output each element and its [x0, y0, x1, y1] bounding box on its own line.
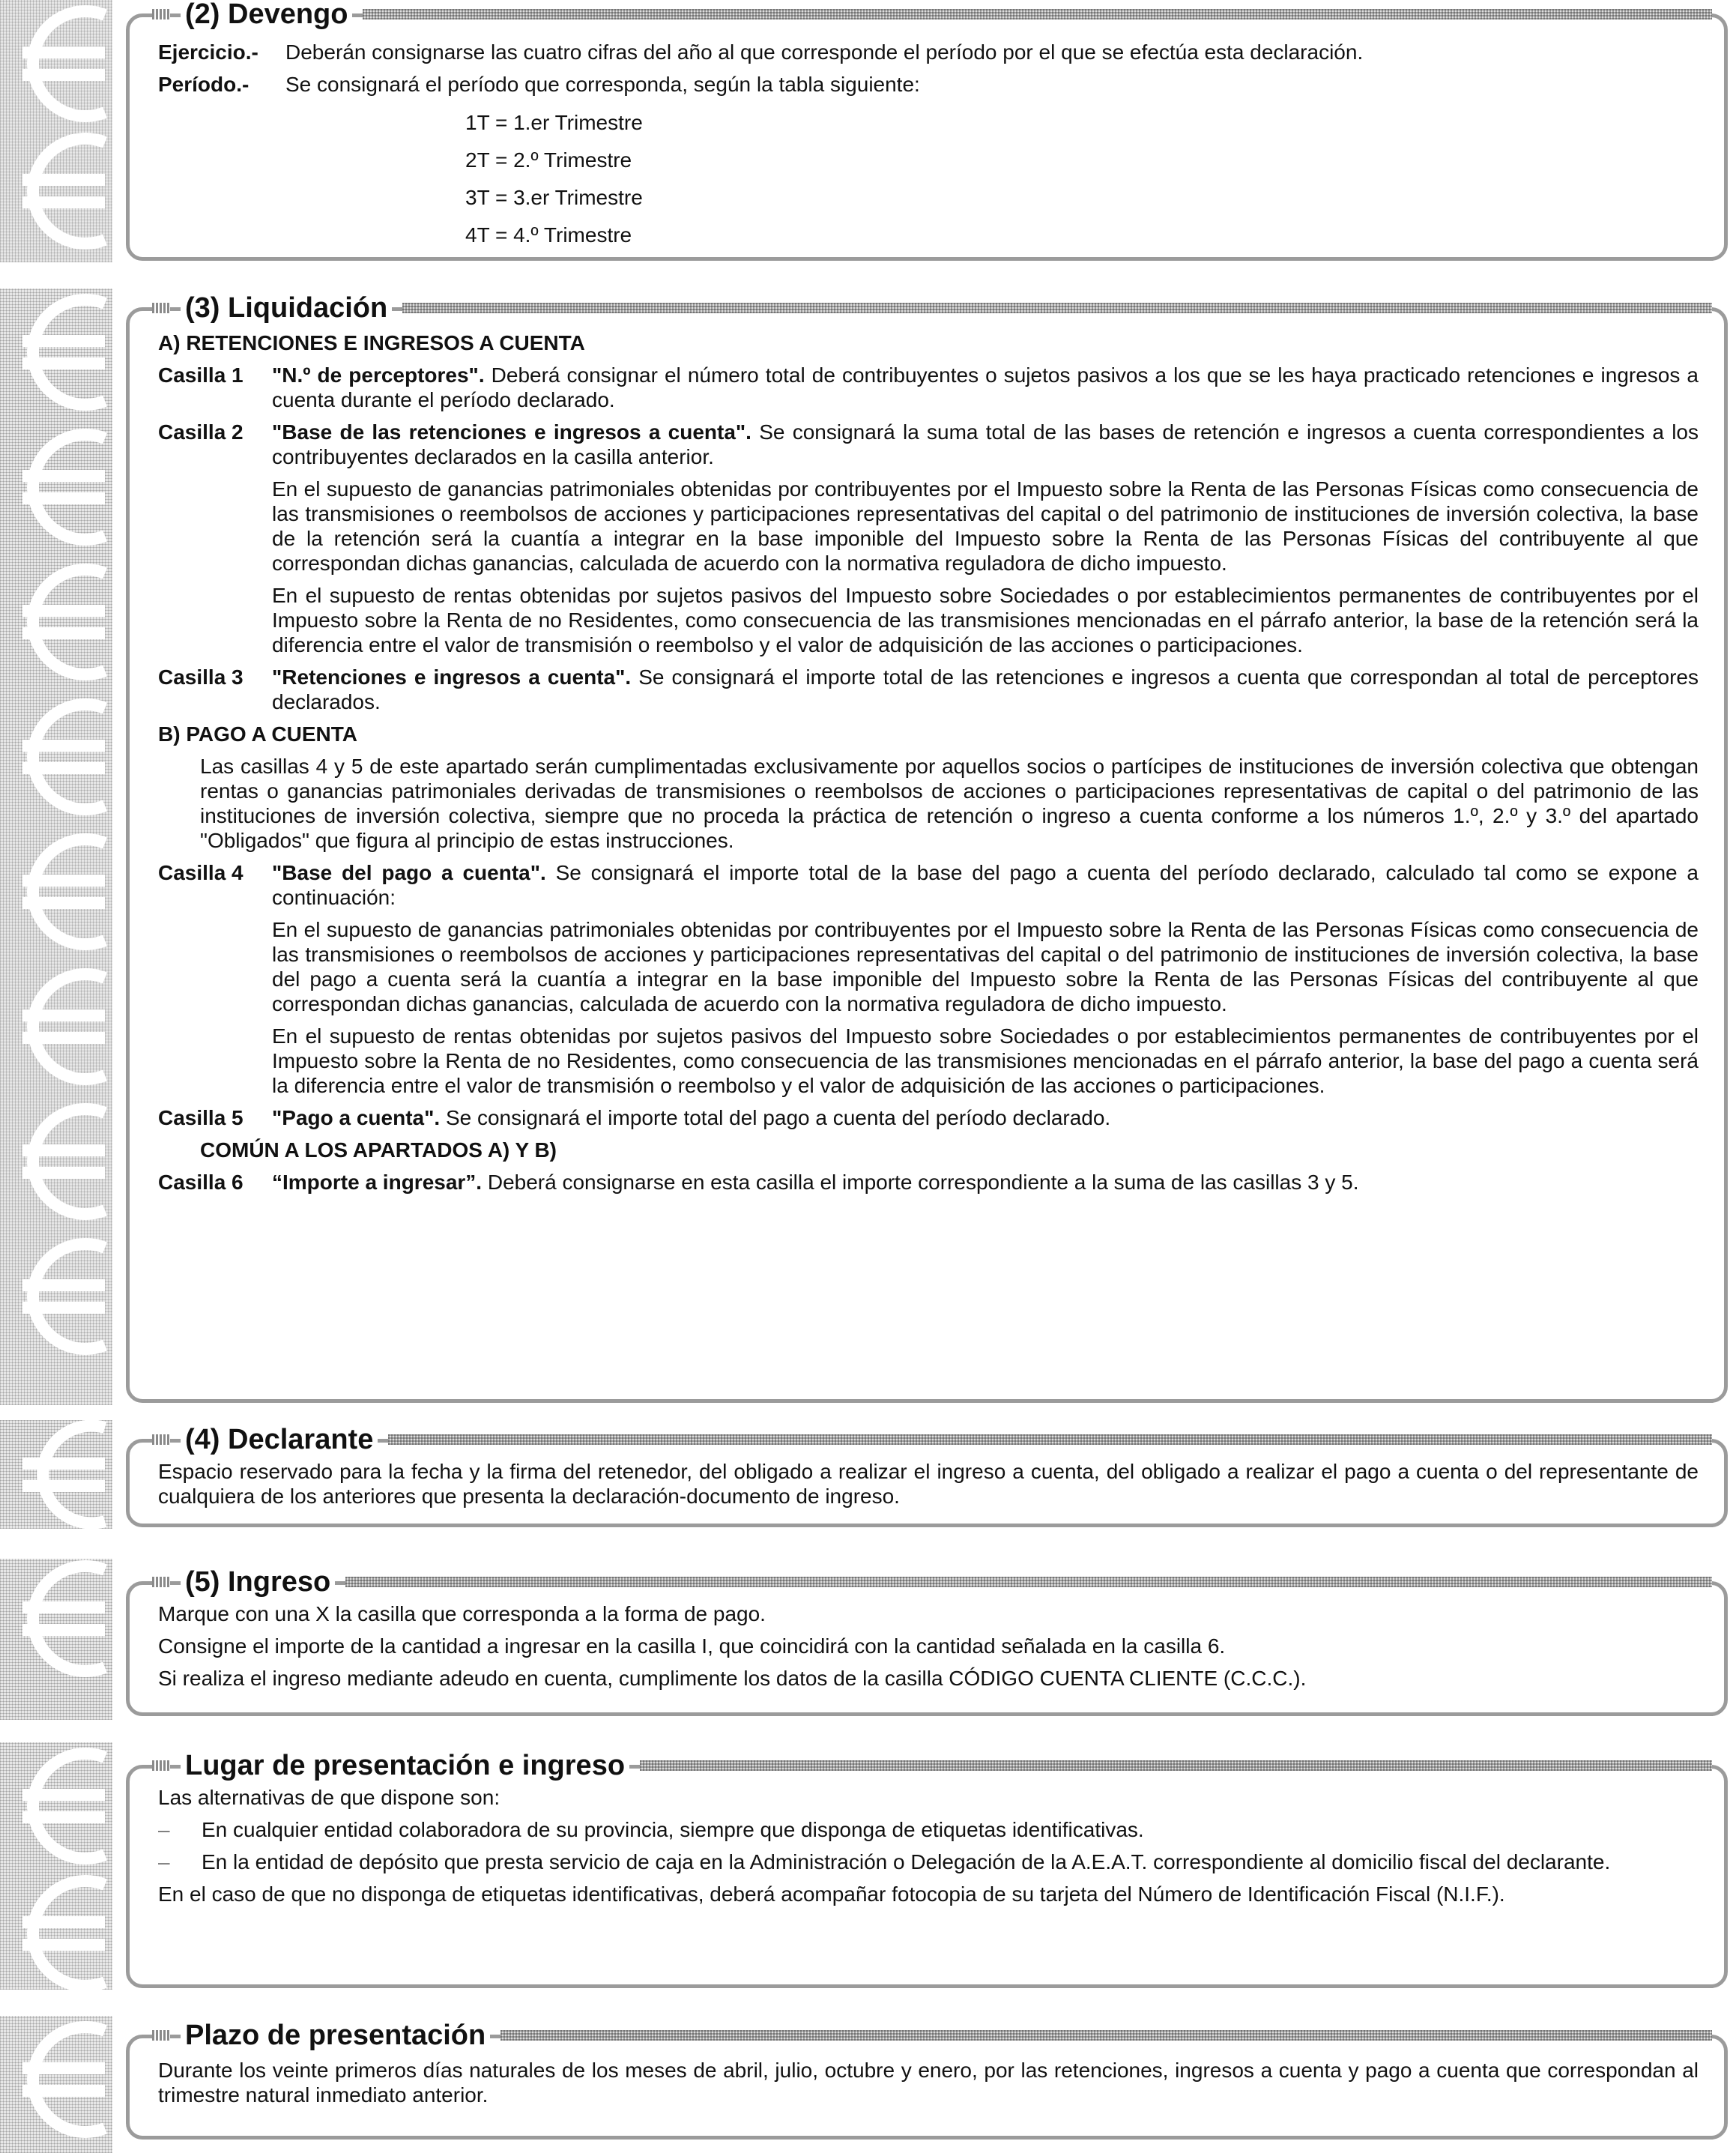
section-liquidacion: [126, 292, 1728, 1403]
section-title-row: [152, 2019, 1724, 2052]
casilla-4-paragraph: En el supuesto de rentas obtenidas por sujetos pasivos del Impuesto sobre Sociedades o por establecimientos permanentes de contribuyentes por el Impuesto sobre la Renta de no Residentes, como consecuencia de las transmisiones mencionadas en el párrafo anterior, la base del pago a cuenta será la diferencia entre el valor de transmisión o reembolso y el valor de adquisición de las acciones o participaciones.: [272, 1024, 1699, 1097]
emblem-strip-liquidacion: [0, 289, 112, 1405]
casilla-2-title: "Base de las retenciones e ingresos a cuenta".: [272, 420, 751, 444]
casilla-2-paragraph: En el supuesto de ganancias patrimoniales obtenidas por contribuyentes por el Impuesto sobre la Renta de las Personas Físicas como consecuencia de las transmisiones o reembolsos de acciones y participaciones representativas del capital o del patrimonio de instituciones de inversión colectiva, la base de la retención será la cuantía a integrar en la base imponible del Impuesto sobre la Renta de las Personas Físicas del contribuyente al que correspondan dichas ganancias, calculada de acuerdo con la normativa reguladora de dicho impuesto.: [272, 477, 1699, 575]
section-title-row: [152, 292, 1724, 324]
title-lead-mark: [152, 9, 170, 19]
title-fill-bar: [500, 2030, 1712, 2041]
trimestre-item: 4T = 4.º Trimestre: [465, 223, 632, 247]
section-title: (4) Declarante: [181, 1423, 378, 1456]
list-item: [158, 1849, 1699, 1874]
section-plazo: [126, 2020, 1728, 2140]
title-lead-mark: [152, 303, 170, 313]
ejercicio-label: Ejercicio.-: [158, 40, 258, 64]
section-title-row: [152, 1423, 1724, 1456]
casilla-4-paragraph: En el supuesto de ganancias patrimoniales obtenidas por contribuyentes por el Impuesto sobre la Renta de las Personas Físicas como consecuencia de las transmisiones o reembolsos de acciones y participaciones representativas del capital o del patrimonio de instituciones de inversión colectiva, la base del pago a cuenta será la cuantía a integrar en la base imponible del Impuesto sobre la Renta de las Personas Físicas del contribuyente al que correspondan dichas ganancias, calculada de acuerdo con la normativa reguladora de dicho impuesto.: [272, 918, 1699, 1015]
section-declarante: [126, 1424, 1728, 1527]
subsection-heading-a: A) RETENCIONES E INGRESOS A CUENTA: [158, 331, 585, 354]
casilla-3-body: Se consignará el importe total de las retenciones e ingresos a cuenta que correspondan al total de perceptores declarados.: [272, 665, 1699, 713]
section-title-row: [152, 1565, 1724, 1598]
casilla-2-body: Se consignará la suma total de las bases de retención e ingresos a cuenta correspondientes a los contribuyentes declarados en la casilla anterior.: [272, 420, 1699, 468]
title-fill-bar: [345, 1577, 1712, 1587]
periodo-label: Período.-: [158, 73, 249, 96]
casilla-6-text: [272, 1170, 1699, 1195]
plazo-text: Durante los veinte primeros días naturales de los meses de abril, julio, octubre y enero, por las retenciones, ingresos a cuenta y pago a cuenta que correspondan al trimestre natural inmediato anterior.: [158, 2059, 1699, 2107]
section-title: Lugar de presentación e ingreso: [181, 1749, 629, 1782]
emblem-strip-plazo: [0, 2016, 112, 2153]
declarante-text: Espacio reservado para la fecha y la firma del retenedor, del obligado a realizar el ingreso a cuenta, del obligado a realizar el pago a cuenta o del representante de cualquiera de los anteriores que presenta la declaración-documento de ingreso.: [158, 1460, 1699, 1508]
list-item-text: En la entidad de depósito que presta servicio de caja en la Administración o Delegación de la A.E.A.T. correspondiente al domicilio fiscal del declarante.: [202, 1850, 1611, 1873]
casilla-5-text: [272, 1105, 1699, 1130]
casilla-label: Casilla 6: [158, 1171, 244, 1194]
section-lugar: [126, 1750, 1728, 1988]
section-title-row: [152, 1749, 1724, 1782]
ejercicio-text: Deberán consignarse las cuatro cifras del año al que corresponde el período por el que se efectúa esta declaración.: [285, 40, 1364, 64]
subsection-heading-comun: COMÚN A LOS APARTADOS A) Y B): [200, 1138, 557, 1162]
casilla-4-text: [272, 860, 1699, 910]
lugar-outro: En el caso de que no disponga de etiquetas identificativas, deberá acompañar fotocopia de su tarjeta del Número de Identificación Fiscal (N.I.F.).: [158, 1882, 1505, 1906]
section-title-row: [152, 0, 1724, 31]
casilla-label: Casilla 5: [158, 1106, 244, 1129]
section-title: Plazo de presentación: [181, 2019, 490, 2052]
section-title: (3) Liquidación: [181, 292, 392, 324]
pago-a-cuenta-intro: Las casillas 4 y 5 de este apartado serán cumplimentadas exclusivamente por aquellos socios o partícipes de instituciones de inversión colectiva que obtengan rentas o ganancias patrimoniales derivadas de transmisiones o reembolsos de acciones o participaciones representativas de capital o del patrimonio de las instituciones de inversión colectiva, siempre que no proceda la práctica de retención o ingreso a cuenta conforme a los números 1.º, 2.º y 3.º del apartado "Obligados" que figura al principio de estas instrucciones.: [200, 755, 1699, 852]
trimestre-item: 3T = 3.er Trimestre: [465, 186, 643, 209]
trimestre-item: 1T = 1.er Trimestre: [465, 111, 643, 134]
casilla-label: Casilla 1: [158, 363, 244, 387]
casilla-label: Casilla 2: [158, 420, 244, 444]
title-lead-mark: [152, 1760, 170, 1771]
ingreso-line: Si realiza el ingreso mediante adeudo en cuenta, cumplimente los datos de la casilla CÓDIGO CUENTA CLIENTE (C.C.C.).: [158, 1667, 1307, 1690]
title-fill-bar: [363, 9, 1712, 19]
casilla-label: Casilla 4: [158, 861, 244, 884]
list-item: [158, 1817, 1699, 1842]
title-fill-bar: [640, 1760, 1712, 1771]
casilla-5-body: Se consignará el importe total del pago a cuenta del período declarado.: [440, 1106, 1111, 1129]
subsection-heading-b: B) PAGO A CUENTA: [158, 722, 357, 746]
casilla-1-body: Deberá consignar el número total de contribuyentes o sujetos pasivos a los que se les haya practicado retenciones e ingresos a cuenta durante el período declarado.: [272, 363, 1699, 411]
casilla-2-text: [272, 420, 1699, 469]
emblem-strip-devengo: [0, 0, 112, 262]
section-ingreso: [126, 1566, 1728, 1716]
casilla-3-title: "Retenciones e ingresos a cuenta".: [272, 665, 632, 689]
casilla-4-title: "Base del pago a cuenta".: [272, 861, 546, 884]
section-title: (5) Ingreso: [181, 1565, 335, 1598]
casilla-6-title: “Importe a ingresar”.: [272, 1171, 483, 1194]
emblem-strip-lugar: [0, 1742, 112, 1990]
title-fill-bar: [388, 1434, 1712, 1445]
dash-bullet: –: [158, 1818, 170, 1841]
list-item-text: En cualquier entidad colaboradora de su provincia, siempre que disponga de etiquetas identificativas.: [202, 1818, 1144, 1841]
ingreso-line: Marque con una X la casilla que corresponda a la forma de pago.: [158, 1602, 766, 1625]
casilla-5-title: "Pago a cuenta".: [272, 1106, 441, 1129]
dash-bullet: –: [158, 1850, 170, 1873]
title-lead-mark: [152, 1577, 170, 1587]
casilla-1-title: "N.º de perceptores".: [272, 363, 485, 387]
section-title: (2) Devengo: [181, 0, 352, 31]
title-lead-mark: [152, 2030, 170, 2041]
casilla-4-body: Se consignará el importe total de la base del pago a cuenta del período declarado, calculado tal como se expone a continuación:: [272, 861, 1699, 909]
periodo-text: Se consignará el período que corresponda, según la tabla siguiente:: [285, 73, 920, 96]
lugar-intro: Las alternativas de que dispone son:: [158, 1786, 500, 1809]
casilla-1-text: [272, 363, 1699, 412]
section-devengo: [126, 0, 1728, 261]
title-fill-bar: [402, 303, 1712, 313]
casilla-3-text: [272, 665, 1699, 714]
trimestre-item: 2T = 2.º Trimestre: [465, 148, 632, 172]
casilla-6-body: Deberá consignarse en esta casilla el importe correspondiente a la suma de las casillas 3 y 5.: [482, 1171, 1359, 1194]
casilla-2-paragraph: En el supuesto de rentas obtenidas por sujetos pasivos del Impuesto sobre Sociedades o por establecimientos permanentes de contribuyentes por el Impuesto sobre la Renta de no Residentes, como consecuencia de las transmisiones mencionadas en el párrafo anterior, la base de la retención será la diferencia entre el valor de transmisión o reembolso y el valor de adquisición de las acciones o participaciones.: [272, 584, 1699, 656]
ingreso-line: Consigne el importe de la cantidad a ingresar en la casilla I, que coincidirá con la cantidad señalada en la casilla 6.: [158, 1634, 1226, 1658]
casilla-label: Casilla 3: [158, 665, 244, 689]
emblem-strip-ingreso: [0, 1559, 112, 1720]
title-lead-mark: [152, 1434, 170, 1445]
emblem-strip-declarante: [0, 1420, 112, 1529]
